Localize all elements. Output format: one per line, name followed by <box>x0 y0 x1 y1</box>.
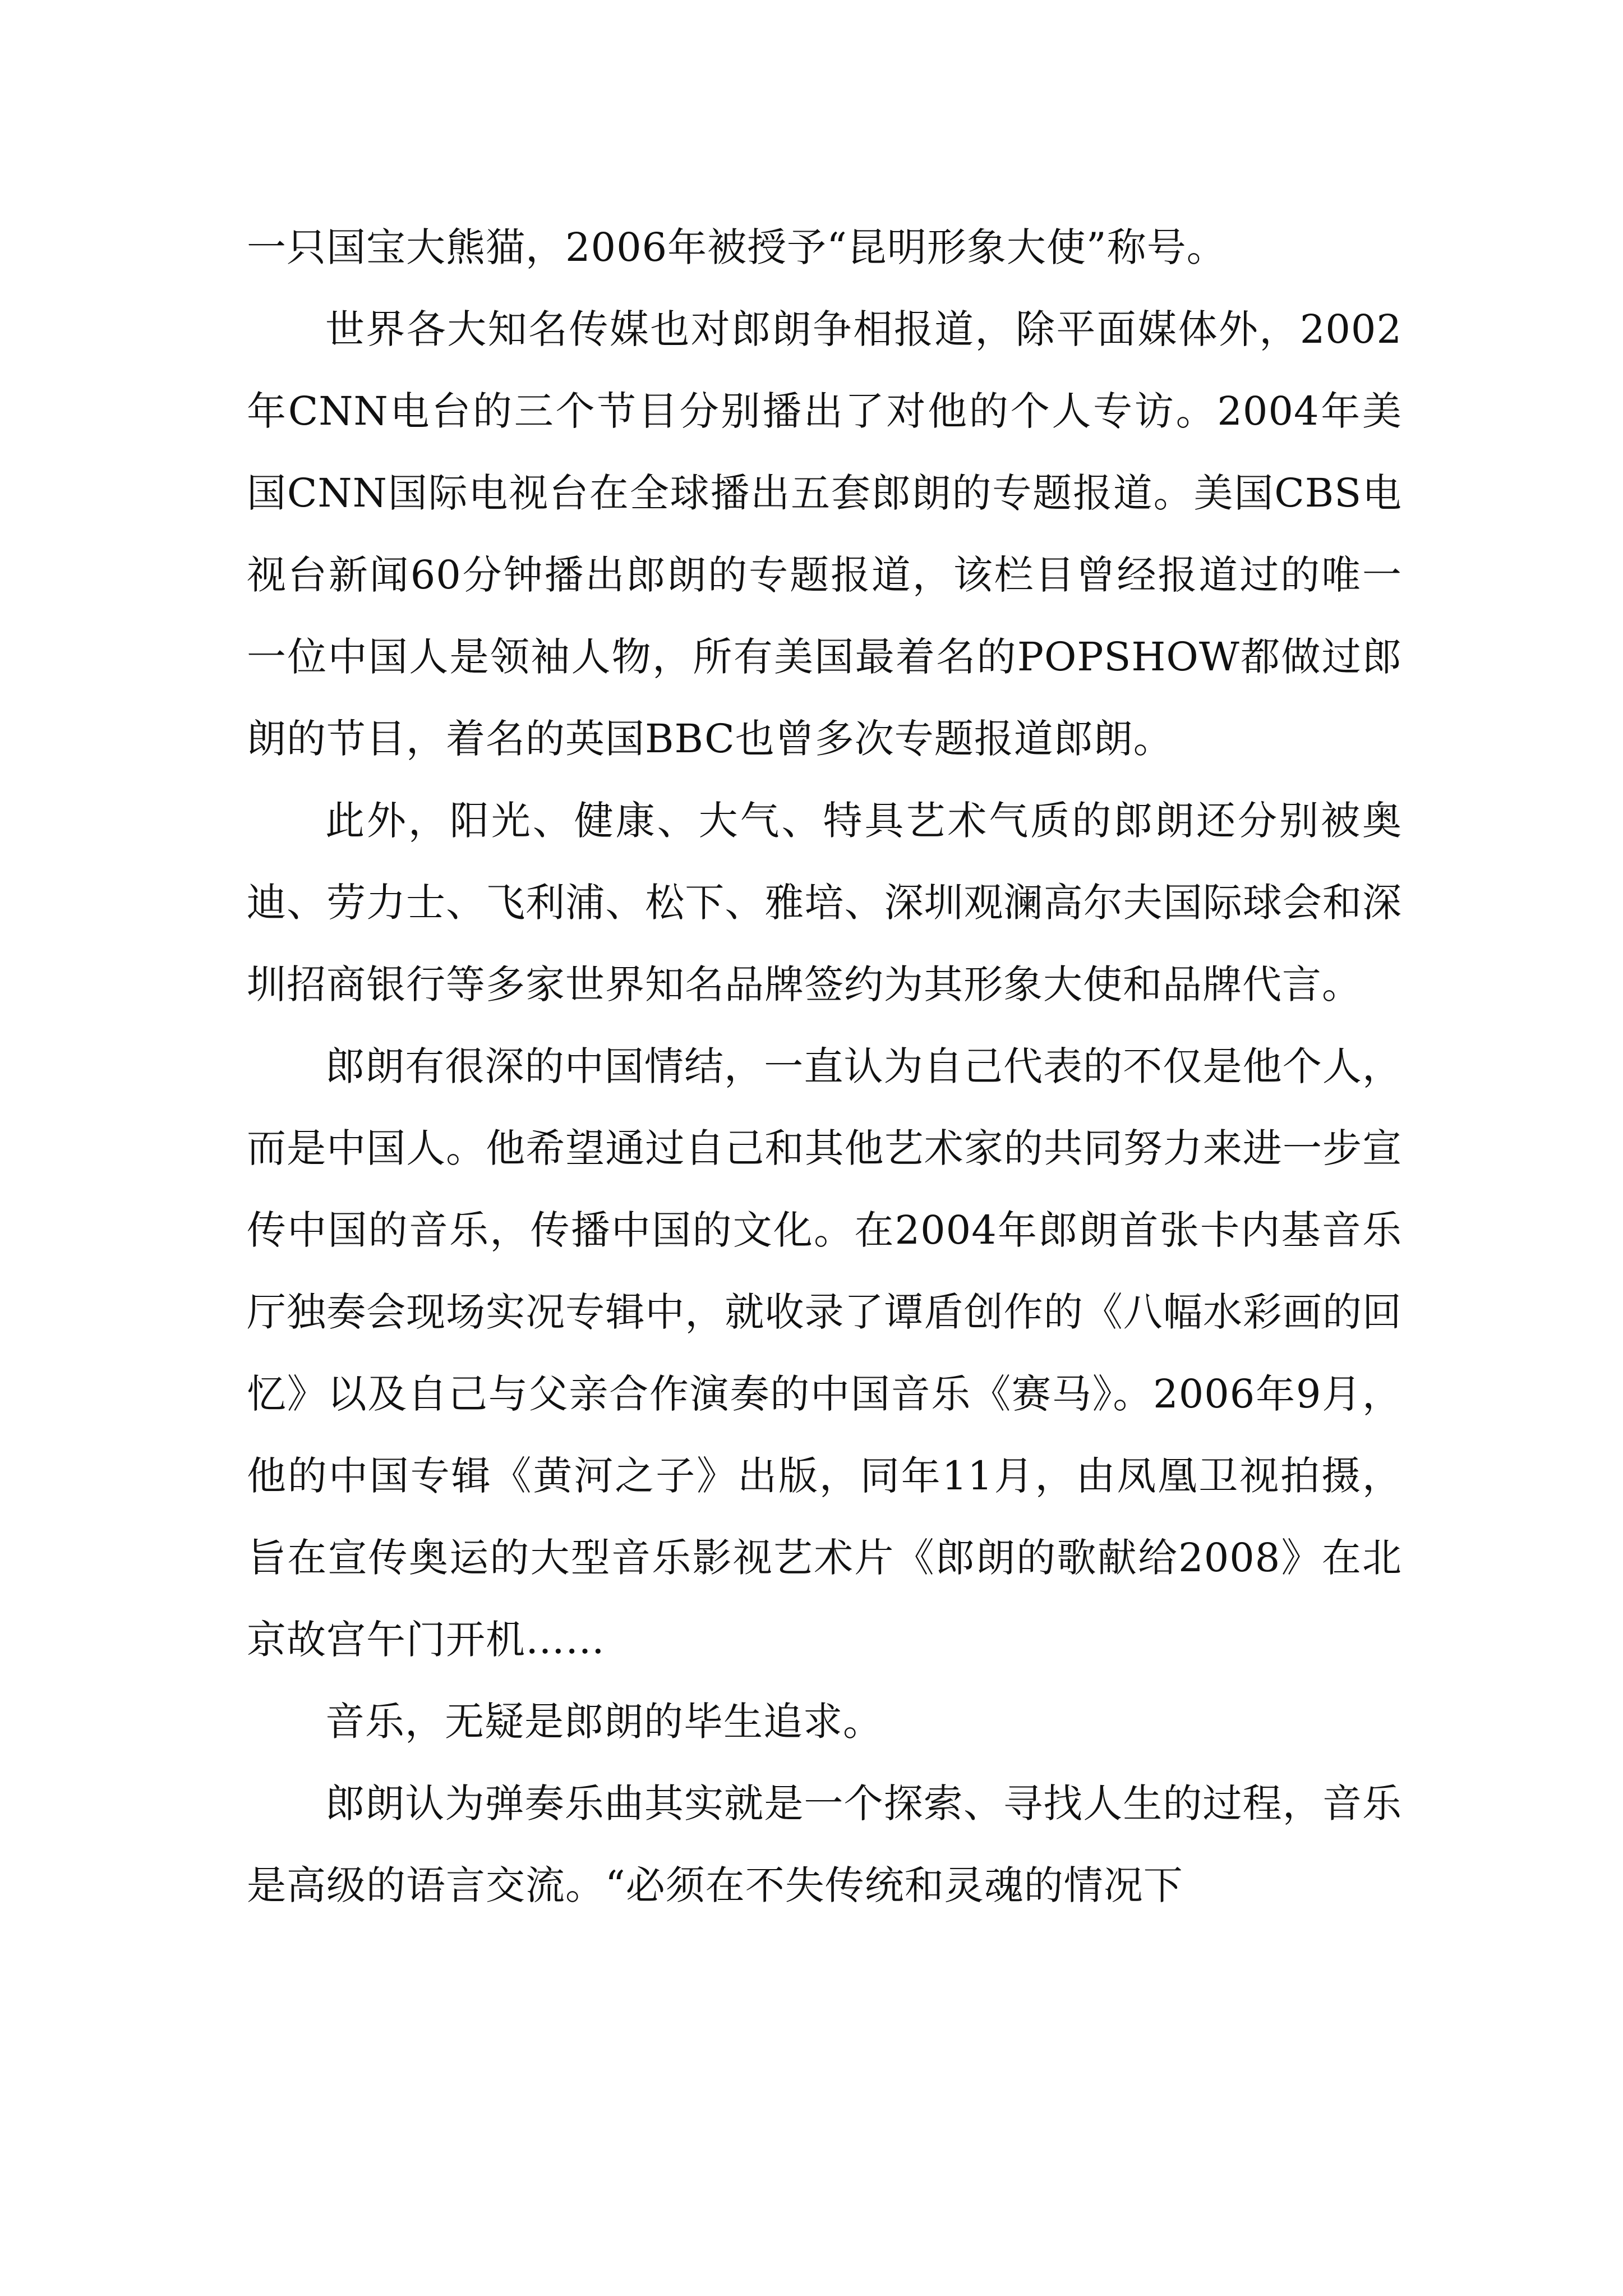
paragraph-chinese-culture: 郎朗有很深的中国情结，一直认为自己代表的不仅是他个人，而是中国人。他希望通过自己和其他艺术家的共同努力来进一步宣传中国的音乐，传播中国的文化。在2004年郎朗首张卡内基音乐厅独奏会现场实况专辑中，就收录了谭盾创作的《八幅水彩画的回忆》以及自己与父亲合作演奏的中国音乐《赛马》。2006年9月，他的中国专辑《黄河之子》出版，同年11月，由凤凰卫视拍摄，旨在宣传奥运的大型音乐影视艺术片《郎朗的歌献给2008》在北京故宫午门开机…… <box>247 1043 1402 1663</box>
paragraph-lifelong-pursuit: 音乐，无疑是郎朗的毕生追求。 <box>325 1699 883 1745</box>
paragraph-brand-endorsements: 此外，阳光、健康、大气、特具艺术气质的郎朗还分别被奥迪、劳力士、飞利浦、松下、雅培、深圳观澜高尔夫国际球会和深圳招商银行等多家世界知名品牌签约为其形象大使和品牌代言。 <box>247 798 1402 1007</box>
body-text <box>247 206 1402 1926</box>
paragraph-media-coverage: 世界各大知名传媒也对郎朗争相报道，除平面媒体外，2002年CNN电台的三个节目分别播出了对他的个人专访。2004年美国CNN国际电视台在全球播出五套郎朗的专题报道。美国CBS电视台新闻60分钟播出郎朗的专题报道，该栏目曾经报道过的唯一一位中国人是领袖人物，所有美国最着名的POPSHOW都做过郎朗的节目，着名的英国BBC也曾多次专题报道郎朗。 <box>247 306 1402 762</box>
paragraph-panda-ambassador: 一只国宝大熊猫，2006年被授予“昆明形象大使”称号。 <box>247 224 1227 270</box>
paragraph-music-as-language: 郎朗认为弹奏乐曲其实就是一个探索、寻找人生的过程，音乐是高级的语言交流。“必须在不失传统和灵魂的情况下 <box>247 1780 1402 1908</box>
